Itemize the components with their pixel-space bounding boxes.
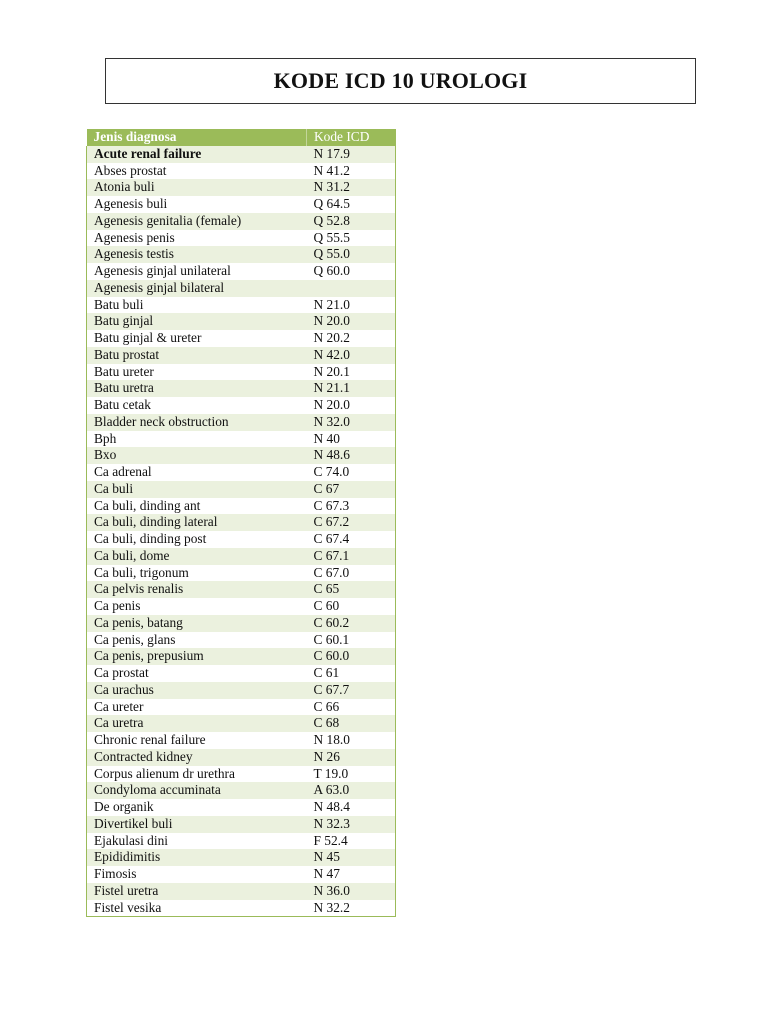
diagnosis-cell: Ca adrenal <box>94 464 152 480</box>
icd-code-cell: C 67.0 <box>313 564 350 580</box>
icd-code-cell: N 26 <box>313 748 340 764</box>
column-header-diagnosis: Jenis diagnosa <box>93 129 177 145</box>
icd-code-cell: C 60.1 <box>313 631 350 647</box>
diagnosis-cell: Atonia buli <box>94 179 155 195</box>
icd-code-cell <box>307 280 396 297</box>
table-row <box>87 481 396 498</box>
table-row <box>87 330 396 347</box>
diagnosis-cell: Chronic renal failure <box>94 732 206 748</box>
table-row <box>87 598 396 615</box>
table-row <box>87 833 396 850</box>
table-row <box>87 699 396 716</box>
icd-code-cell: Q 52.8 <box>313 212 350 228</box>
table-row <box>87 246 396 263</box>
table-row <box>87 213 396 230</box>
table-row <box>87 799 396 816</box>
table-header-row <box>87 129 396 146</box>
diagnosis-cell: Bxo <box>94 447 117 463</box>
icd-code-cell: N 32.0 <box>313 413 350 429</box>
icd-code-cell: A 63.0 <box>313 782 350 798</box>
icd-code-cell: N 21.0 <box>313 296 350 312</box>
diagnosis-cell: Ca buli, dinding lateral <box>94 514 218 530</box>
icd-code-cell: C 67.1 <box>313 547 350 563</box>
diagnosis-cell: Batu cetak <box>94 397 151 413</box>
table-row <box>87 347 396 364</box>
diagnosis-cell: Ca buli, trigonum <box>94 564 189 580</box>
diagnosis-cell: Ca urachus <box>94 681 154 697</box>
table-row <box>87 715 396 732</box>
icd-code-cell: N 48.6 <box>313 447 350 463</box>
column-header-code: Kode ICD <box>307 129 396 146</box>
diagnosis-cell: Bph <box>94 430 117 446</box>
diagnosis-cell: Ca buli <box>94 480 134 496</box>
table-row <box>87 364 396 381</box>
table-row <box>87 766 396 783</box>
table-row <box>87 163 396 180</box>
icd-code-cell: Q 55.5 <box>313 229 350 245</box>
diagnosis-cell: Batu ginjal & ureter <box>94 330 202 346</box>
icd-code-cell: C 67.2 <box>313 514 350 530</box>
table-row <box>87 782 396 799</box>
table-row <box>87 615 396 632</box>
diagnosis-cell: Agenesis genitalia (female) <box>94 212 242 228</box>
diagnosis-cell: Ca pelvis renalis <box>94 581 184 597</box>
table-row <box>87 883 396 900</box>
diagnosis-cell: Ca penis, prepusium <box>94 648 204 664</box>
table-body <box>87 146 396 917</box>
icd-code-cell: C 66 <box>313 698 340 714</box>
icd-code-cell: N 42.0 <box>313 346 350 362</box>
table-row <box>87 146 396 163</box>
table-row <box>87 682 396 699</box>
icd-code-cell: Q 64.5 <box>313 196 350 212</box>
diagnosis-cell: Agenesis ginjal unilateral <box>94 263 231 279</box>
table-row <box>87 548 396 565</box>
icd-code-cell: F 52.4 <box>313 832 348 848</box>
diagnosis-cell: Agenesis ginjal bilateral <box>94 279 225 295</box>
table-row <box>87 866 396 883</box>
table-row <box>87 179 396 196</box>
diagnosis-cell: Fistel vesika <box>94 899 162 915</box>
diagnosis-cell: Ca buli, dome <box>94 547 170 563</box>
table-row <box>87 313 396 330</box>
table-row <box>87 498 396 515</box>
diagnosis-cell: Fistel uretra <box>94 882 159 898</box>
table-header <box>87 129 396 146</box>
table-row <box>87 900 396 917</box>
table-row <box>87 431 396 448</box>
table-row <box>87 280 396 297</box>
table-row <box>87 263 396 280</box>
diagnosis-cell: Batu ureter <box>94 363 154 379</box>
diagnosis-cell: Contracted kidney <box>94 748 193 764</box>
diagnosis-cell: Agenesis penis <box>94 229 175 245</box>
icd-code-cell: T 19.0 <box>313 765 349 781</box>
icd-code-cell: N 18.0 <box>313 732 350 748</box>
diagnosis-cell: Ca penis, batang <box>94 614 183 630</box>
diagnosis-cell: Corpus alienum dr urethra <box>94 765 235 781</box>
table-row <box>87 380 396 397</box>
icd-code-cell: N 20.0 <box>313 397 350 413</box>
title-box <box>105 58 696 104</box>
icd-code-cell: N 32.3 <box>313 815 350 831</box>
table-row <box>87 230 396 247</box>
table-row <box>87 464 396 481</box>
icd-code-cell: C 65 <box>313 581 340 597</box>
diagnosis-cell: Ca buli, dinding post <box>94 531 207 547</box>
table-row <box>87 196 396 213</box>
table-row <box>87 849 396 866</box>
diagnosis-cell: Ejakulasi dini <box>94 832 169 848</box>
icd-code-cell: Q 60.0 <box>313 263 350 279</box>
icd-code-cell: C 68 <box>313 715 340 731</box>
diagnosis-cell: Batu buli <box>94 296 144 312</box>
diagnosis-cell: De organik <box>94 799 154 815</box>
icd-code-cell: Q 55.0 <box>313 246 350 262</box>
icd-code-cell: C 60 <box>313 598 340 614</box>
icd-code-cell: N 32.2 <box>313 899 350 915</box>
icd-code-cell: C 61 <box>313 665 340 681</box>
diagnosis-cell: Agenesis buli <box>94 196 168 212</box>
diagnosis-cell: Abses prostat <box>94 162 167 178</box>
icd-code-cell: N 45 <box>313 849 340 865</box>
table-row <box>87 665 396 682</box>
icd-code-cell: N 21.1 <box>313 380 350 396</box>
table-row <box>87 531 396 548</box>
table-row <box>87 447 396 464</box>
icd-code-cell: N 20.1 <box>313 363 350 379</box>
icd-code-cell: N 48.4 <box>313 799 350 815</box>
icd-code-cell: C 67.7 <box>313 681 350 697</box>
icd-code-cell: N 20.0 <box>313 313 350 329</box>
diagnosis-cell: Batu ginjal <box>94 313 154 329</box>
diagnosis-cell: Condyloma accuminata <box>94 782 221 798</box>
diagnosis-cell: Batu prostat <box>94 346 160 362</box>
icd-code-cell: N 40 <box>313 430 340 446</box>
icd-code-cell: C 60.0 <box>313 648 350 664</box>
page-title: KODE ICD 10 UROLOGI <box>273 68 528 93</box>
diagnosis-cell: Batu uretra <box>94 380 154 396</box>
icd-code-cell: C 67 <box>313 480 340 496</box>
icd-code-cell: C 74.0 <box>313 464 350 480</box>
table-row <box>87 749 396 766</box>
table-row <box>87 648 396 665</box>
diagnosis-cell: Fimosis <box>94 866 137 882</box>
icd-code-cell: C 67.4 <box>313 531 350 547</box>
table-row <box>87 414 396 431</box>
icd-code-table <box>86 129 396 917</box>
table-row <box>87 565 396 582</box>
table-row <box>87 297 396 314</box>
table-row <box>87 514 396 531</box>
icd-code-cell: N 47 <box>313 866 340 882</box>
diagnosis-cell: Ca ureter <box>94 698 144 714</box>
diagnosis-cell: Ca penis <box>94 598 141 614</box>
icd-code-cell: N 31.2 <box>313 179 350 195</box>
table-row <box>87 581 396 598</box>
diagnosis-cell: Divertikel buli <box>94 815 173 831</box>
diagnosis-cell: Ca prostat <box>94 665 149 681</box>
icd-code-cell: N 41.2 <box>313 162 350 178</box>
icd-code-cell: C 60.2 <box>313 614 350 630</box>
diagnosis-cell: Bladder neck obstruction <box>94 413 229 429</box>
icd-code-cell: C 67.3 <box>313 497 350 513</box>
table-row <box>87 816 396 833</box>
table-row <box>87 632 396 649</box>
icd-code-cell: N 36.0 <box>313 882 350 898</box>
diagnosis-cell: Acute renal failure <box>94 145 202 161</box>
icd-code-cell: N 17.9 <box>313 145 350 161</box>
diagnosis-cell: Ca penis, glans <box>94 631 176 647</box>
icd-code-cell: N 20.2 <box>313 330 350 346</box>
diagnosis-cell: Ca uretra <box>94 715 144 731</box>
diagnosis-cell: Ca buli, dinding ant <box>94 497 201 513</box>
diagnosis-cell: Agenesis testis <box>94 246 174 262</box>
table-row <box>87 397 396 414</box>
diagnosis-cell: Epididimitis <box>94 849 161 865</box>
table-row <box>87 732 396 749</box>
